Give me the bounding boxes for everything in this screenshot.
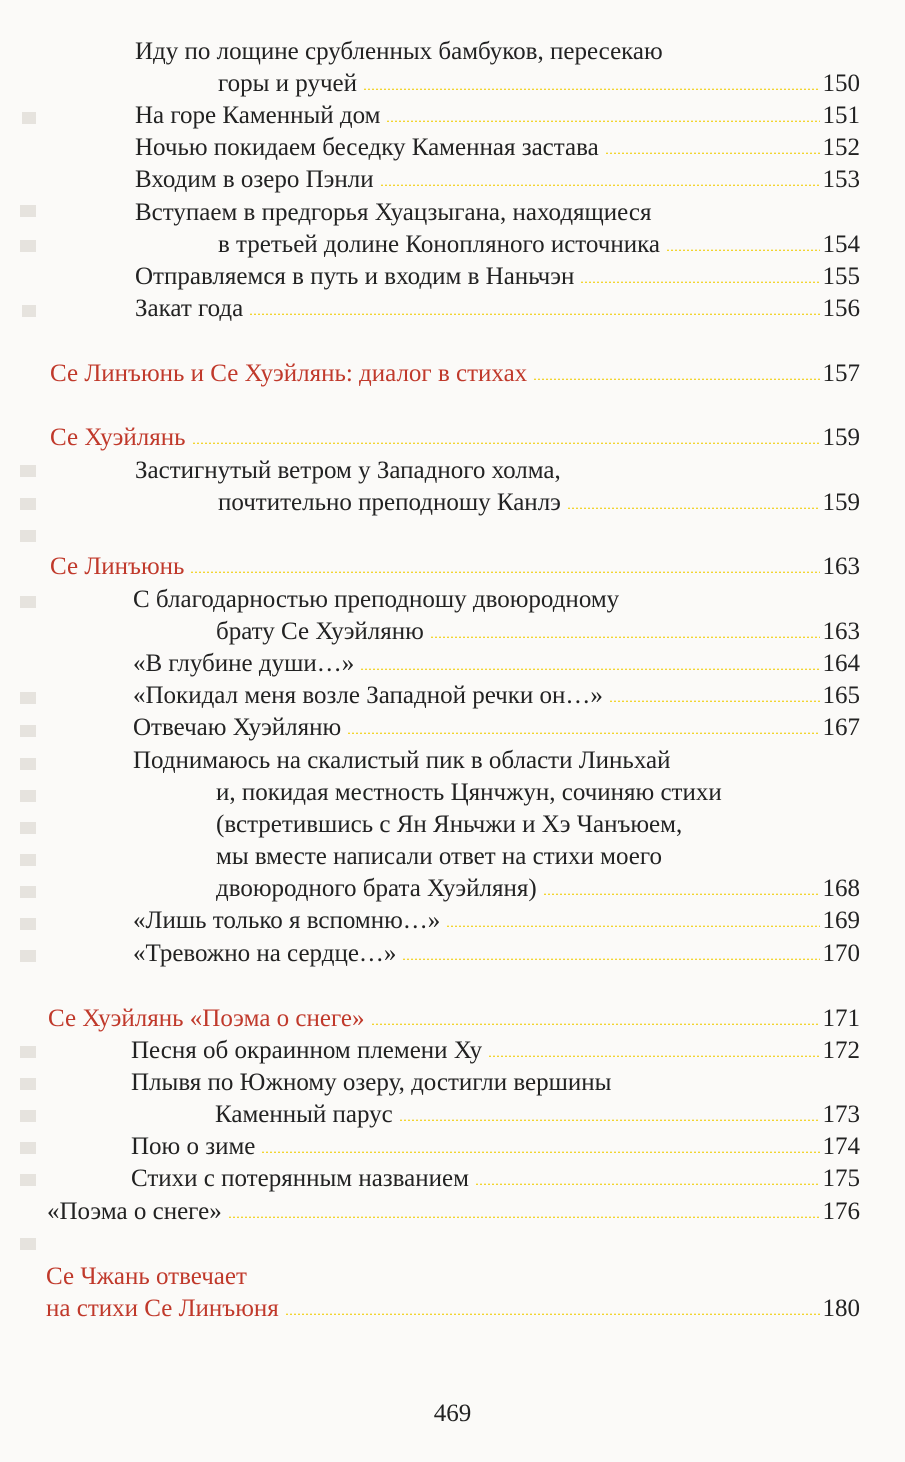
dot-leader xyxy=(386,120,819,122)
toc-entry-last-line xyxy=(135,132,860,164)
toc-entry-title-line: «Покидал меня возле Западной речки он…» xyxy=(133,682,603,709)
page-number: 469 xyxy=(433,1400,472,1427)
toc-entry-title-line: Входим в озеро Пэнли xyxy=(135,166,374,193)
toc-entry-title-line: Поднимаюсь на скалистый пик в области Линьхай xyxy=(133,747,671,774)
toc-entry-last-line xyxy=(216,873,860,905)
toc-entry-last-line xyxy=(133,712,860,744)
toc-entry-title-line: (встретившись с Ян Яньчжи и Хэ Чанъюем, xyxy=(216,811,683,838)
toc-entry-last-line xyxy=(50,358,860,390)
dot-leader xyxy=(285,1313,820,1315)
toc-entry-title-line: двоюродного брата Хуэйляня) xyxy=(216,875,537,902)
dot-leader xyxy=(228,1216,820,1218)
dot-leader xyxy=(567,507,820,509)
toc-entry-title-line: «Тревожно на сердце…» xyxy=(133,940,397,967)
section-title-line: Се Хуэйлянь xyxy=(50,424,186,451)
dot-leader xyxy=(446,925,819,927)
toc-entry-title-line: брату Се Хуэйляню xyxy=(216,618,424,645)
toc-entry-last-line xyxy=(218,487,860,519)
dot-leader xyxy=(430,636,820,638)
toc-entry-last-line xyxy=(216,616,860,648)
dot-leader xyxy=(347,732,819,734)
section-title-line: на стихи Се Линъюня xyxy=(46,1295,279,1322)
dot-leader xyxy=(363,88,819,90)
toc-entry-page: 180 xyxy=(822,1295,860,1322)
toc-entry-last-line xyxy=(215,1099,860,1131)
toc-entry-title-line: мы вместе написали ответ на стихи моего xyxy=(216,843,663,870)
toc-entry-page: 175 xyxy=(822,1165,860,1192)
toc-entry-page: 170 xyxy=(822,940,860,967)
toc-entry-title-line: Застигнутый ветром у Западного холма, xyxy=(135,457,561,484)
dot-leader xyxy=(371,1023,820,1025)
dot-leader xyxy=(580,281,819,283)
toc-entry-title-line: горы и ручей xyxy=(218,70,358,97)
section-title-line: Се Линъюнь xyxy=(50,553,185,580)
toc-entry-last-line xyxy=(50,422,860,454)
toc-entry-page: 172 xyxy=(822,1037,860,1064)
toc-entry-last-line xyxy=(47,1196,860,1228)
toc-entry-page: 174 xyxy=(822,1133,860,1160)
dot-leader xyxy=(192,442,820,444)
toc-entry-page: 169 xyxy=(822,907,860,934)
toc-entry-title-line: «Лишь только я вспомню…» xyxy=(133,907,441,934)
toc-entry-title-line: «Поэма о снеге» xyxy=(47,1198,222,1225)
toc-entry-page: 173 xyxy=(822,1101,860,1128)
toc-entry-last-line xyxy=(131,1035,860,1067)
dot-leader xyxy=(605,152,820,154)
toc-entry-page: 152 xyxy=(822,134,860,161)
section-title-line: Се Хуэйлянь «Поэма о снеге» xyxy=(48,1005,365,1032)
dot-leader xyxy=(609,700,820,702)
toc-entry-last-line xyxy=(46,1293,860,1325)
toc-entry-title-line: Иду по лощине срубленных бамбуков, пересекаю xyxy=(135,38,663,65)
toc-entry-page: 150 xyxy=(822,70,860,97)
toc-entry-page: 151 xyxy=(822,102,860,129)
toc-entry-last-line xyxy=(50,551,860,583)
toc-entry-page: 157 xyxy=(822,360,860,387)
toc-entry-title-line: Отвечаю Хуэйляню xyxy=(133,714,342,741)
toc-entry-last-line xyxy=(135,100,860,132)
toc-entry-page: 168 xyxy=(822,875,860,902)
dot-leader xyxy=(380,184,820,186)
section-title-line: Се Чжань отвечает xyxy=(46,1263,247,1290)
toc-entry-page: 171 xyxy=(822,1005,860,1032)
toc-entry-last-line xyxy=(131,1131,860,1163)
toc-entry-page: 165 xyxy=(822,682,860,709)
toc-entry-page: 159 xyxy=(822,424,860,451)
dot-leader xyxy=(261,1151,819,1153)
toc-entry-page: 155 xyxy=(822,263,860,290)
toc-entry-page: 167 xyxy=(822,714,860,741)
toc-entry-page: 159 xyxy=(822,489,860,516)
toc-entry-last-line xyxy=(48,1003,860,1035)
dot-leader xyxy=(488,1055,819,1057)
toc-entry-page: 154 xyxy=(822,231,860,258)
dot-leader xyxy=(190,571,819,573)
toc-entry-title-line: С благодарностью преподношу двоюродному xyxy=(133,586,620,613)
section-title-line: Се Линъюнь и Се Хуэйлянь: диалог в стихах xyxy=(50,360,528,387)
toc-entry-title-line: Закат года xyxy=(135,295,244,322)
toc-entry-title-line: Каменный парус xyxy=(215,1101,393,1128)
dot-leader xyxy=(543,893,820,895)
dot-leader xyxy=(475,1183,820,1185)
toc-entry-page: 163 xyxy=(822,553,860,580)
toc-entry-title-line: На горе Каменный дом xyxy=(135,102,381,129)
toc-entry-last-line xyxy=(135,164,860,196)
toc-entry-last-line xyxy=(218,229,860,261)
toc-entry-title-line: Стихи с потерянным названием xyxy=(131,1165,469,1192)
toc-entry-last-line xyxy=(133,648,860,680)
toc-entry-last-line xyxy=(135,261,860,293)
toc-entry-title-line: и, покидая местность Цянчжун, сочиняю стихи xyxy=(216,779,722,806)
toc-entry-page: 156 xyxy=(822,295,860,322)
toc-entry-title-line: Вступаем в предгорья Хуацзыгана, находящиеся xyxy=(135,199,652,226)
toc-entry-last-line xyxy=(133,905,860,937)
dot-leader xyxy=(402,958,819,960)
toc-entry-last-line xyxy=(133,680,860,712)
toc-entry-page: 176 xyxy=(822,1198,860,1225)
toc-entry-title-line: Ночью покидаем беседку Каменная застава xyxy=(135,134,599,161)
toc-entry-title-line: Песня об окраинном племени Ху xyxy=(131,1037,483,1064)
toc-entry-page: 164 xyxy=(822,650,860,677)
toc-entry-title-line: Плывя по Южному озеру, достигли вершины xyxy=(131,1069,612,1096)
toc-entry-last-line xyxy=(133,938,860,970)
dot-leader xyxy=(360,668,819,670)
dot-leader xyxy=(249,313,819,315)
toc-entry-title-line: в третьей долине Конопляного источника xyxy=(218,231,660,258)
toc-entry-title-line: Пою о зиме xyxy=(131,1133,256,1160)
toc-entry-last-line xyxy=(135,293,860,325)
toc-entry-page: 163 xyxy=(822,618,860,645)
toc-entry-title-line: почтительно преподношу Канлэ xyxy=(218,489,561,516)
dot-leader xyxy=(533,378,819,380)
dot-leader xyxy=(666,249,820,251)
toc-entry-last-line xyxy=(218,68,860,100)
toc-entry-title-line: Отправляемся в путь и входим в Наньчэн xyxy=(135,263,575,290)
dot-leader xyxy=(399,1119,820,1121)
toc-entry-title-line: «В глубине души…» xyxy=(133,650,355,677)
toc-entry-last-line xyxy=(131,1163,860,1195)
toc-entry-page: 153 xyxy=(822,166,860,193)
